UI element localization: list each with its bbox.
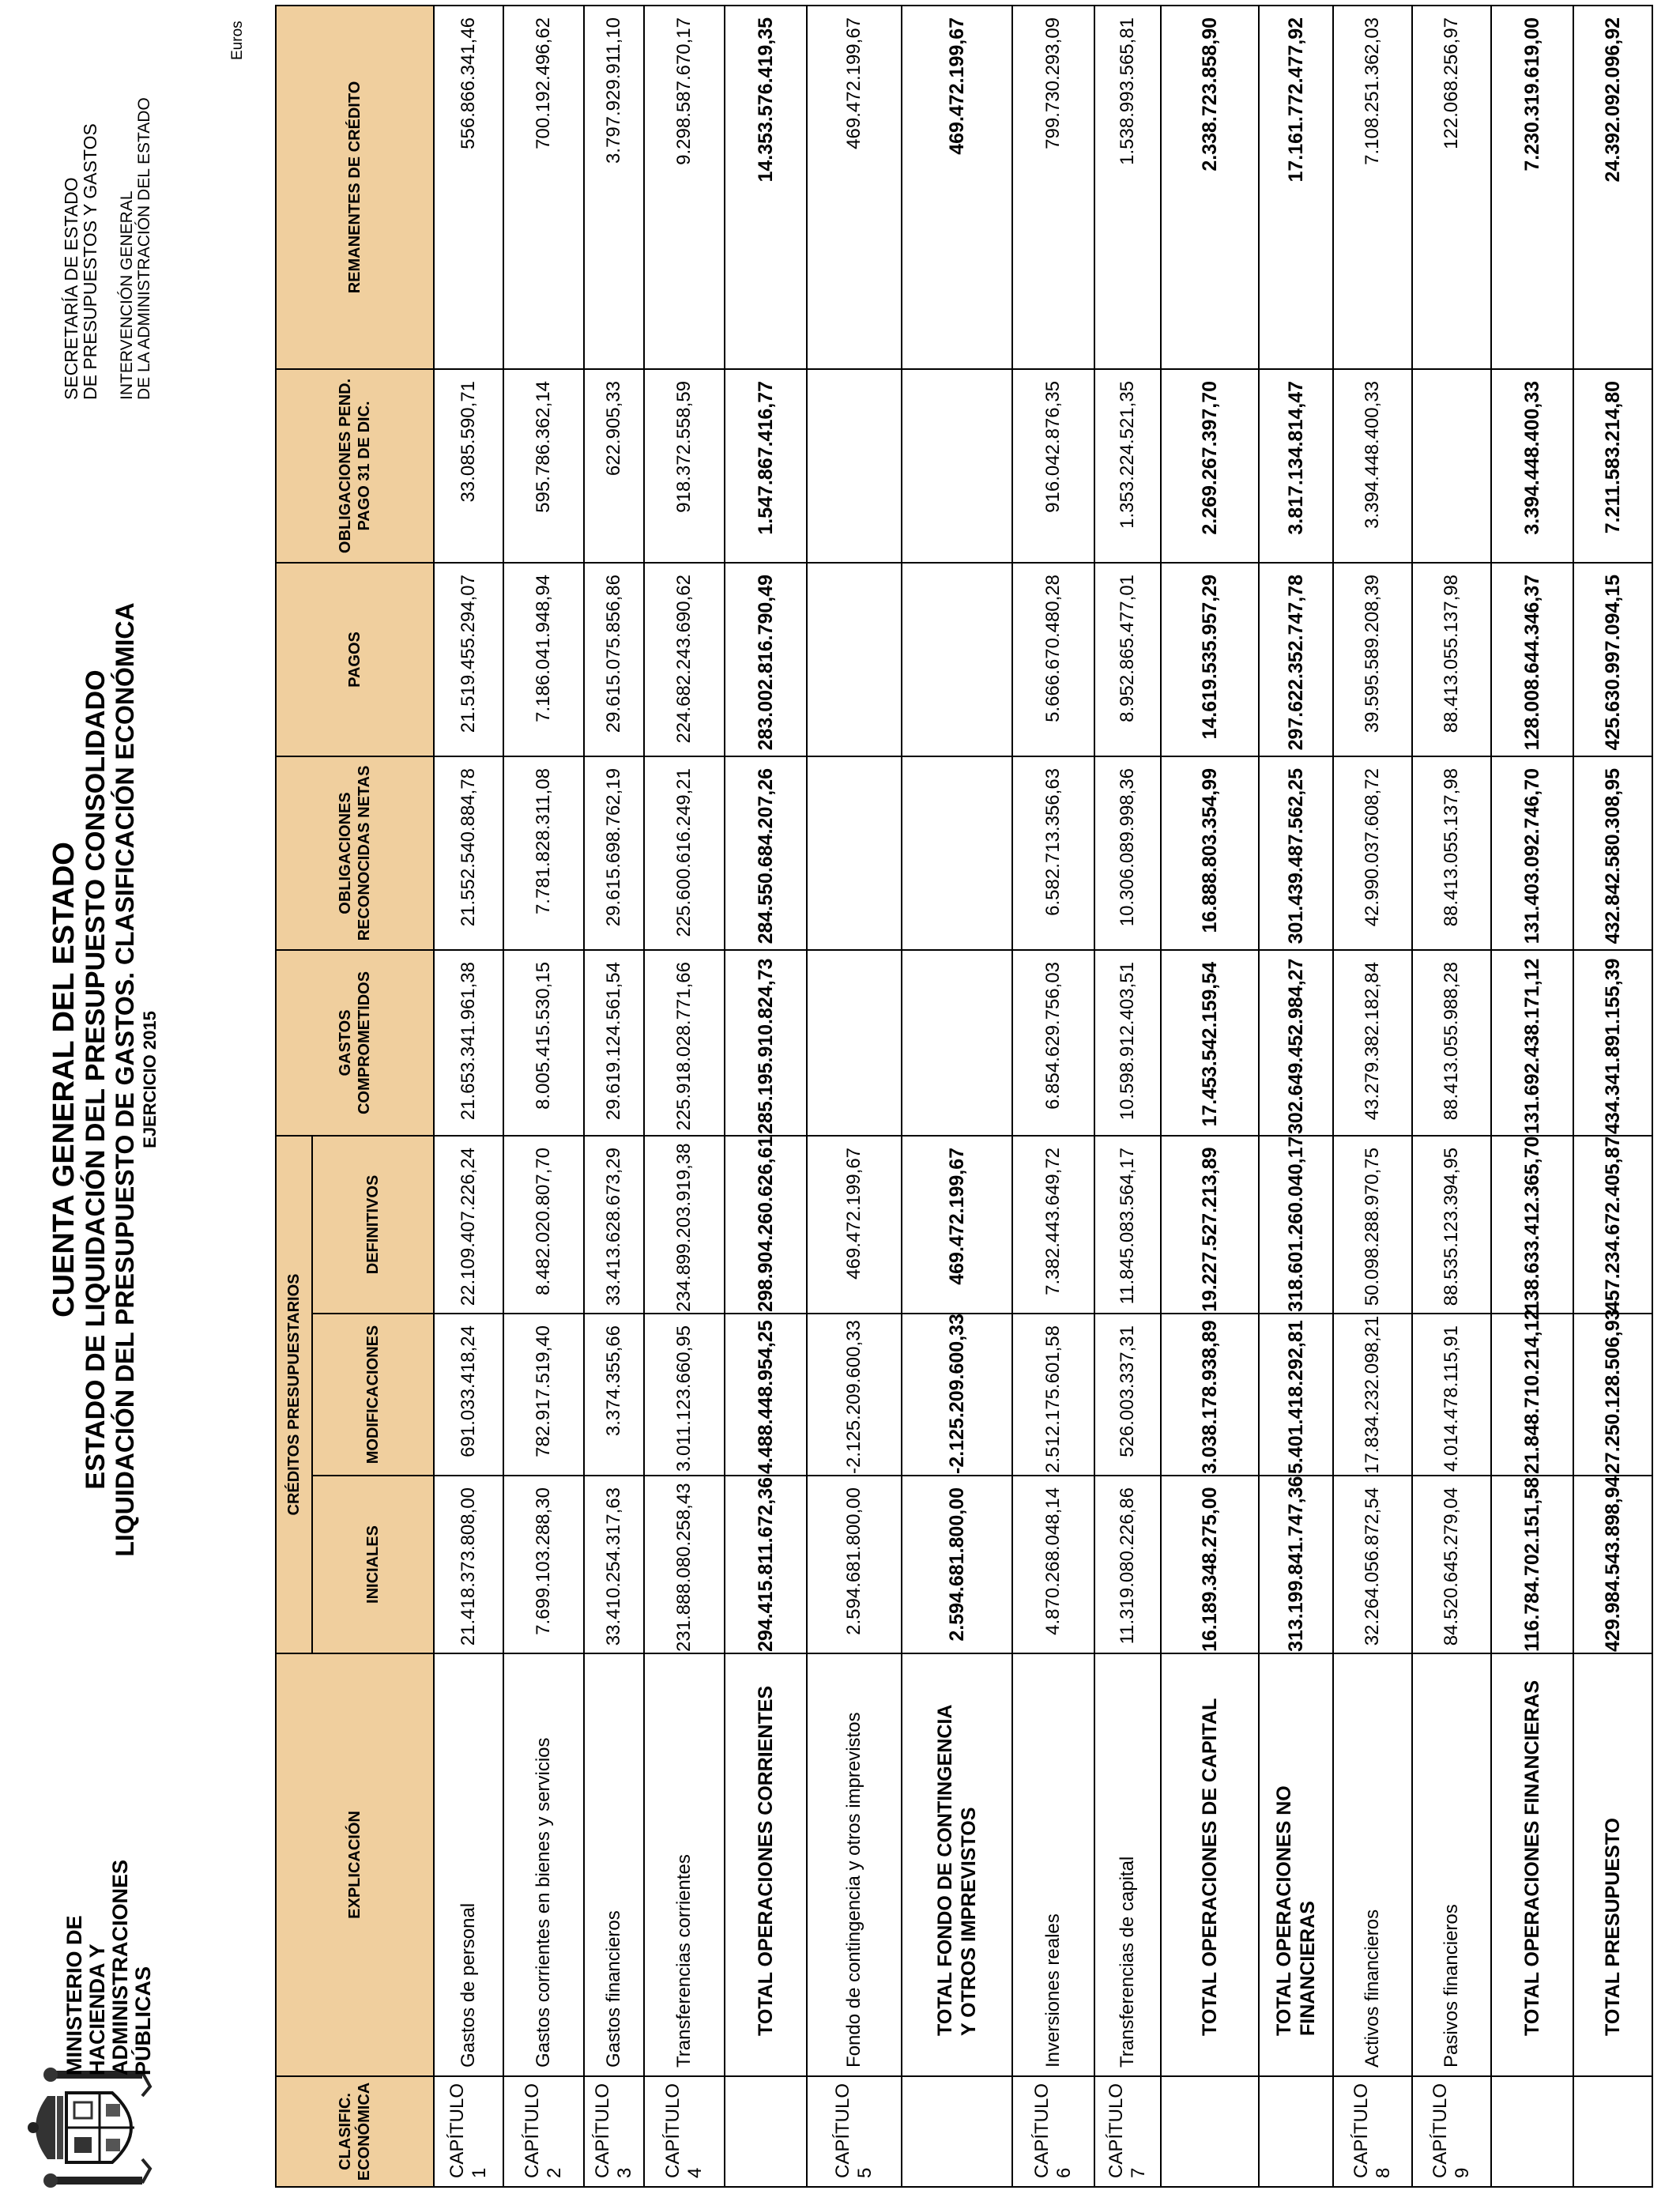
- cell-rem: 7.108.251.362,03: [1333, 6, 1412, 369]
- cell-mod: 691.033.418,24: [434, 1314, 503, 1476]
- cell-mod: 5.401.418.292,81: [1259, 1314, 1333, 1476]
- report-section-title: LIQUIDACIÓN DEL PRESUPUESTO DE GASTOS. CLASIFICACIÓN ECONÓMICA: [111, 602, 139, 1557]
- cell-mod: 17.834.232.098,21: [1333, 1314, 1412, 1476]
- cell-ini: 21.418.373.808,00: [434, 1476, 503, 1653]
- cell-gas: 8.005.415.530,15: [503, 950, 584, 1136]
- cell-obl: 432.842.580.308,95: [1573, 756, 1652, 950]
- cell-pag: 7.186.041.948,94: [503, 563, 584, 756]
- cell-obl: 6.582.713.356,63: [1012, 756, 1094, 950]
- table-row: [1012, 6, 1094, 2187]
- cell-obl: 7.781.828.311,08: [503, 756, 584, 950]
- cell-mod: 27.250.128.506,93: [1573, 1314, 1652, 1476]
- cell-pen: 7.211.583.214,80: [1573, 369, 1652, 563]
- budget-table: [275, 5, 1653, 2188]
- cell-code: CAPÍTULO 1: [434, 2076, 503, 2187]
- cell-rem: 17.161.772.477,92: [1259, 6, 1333, 369]
- table-row: [503, 6, 584, 2187]
- cell-rem: 7.230.319.619,00: [1491, 6, 1573, 369]
- cell-code: CAPÍTULO 5: [807, 2076, 902, 2187]
- cell-obl: [902, 756, 1012, 950]
- cell-code: CAPÍTULO 7: [1094, 2076, 1161, 2187]
- cell-obl: 21.552.540.884,78: [434, 756, 503, 950]
- cell-pen: 916.042.876,35: [1012, 369, 1094, 563]
- cell-ini: 11.319.080.226,86: [1094, 1476, 1161, 1653]
- cell-code: [902, 2076, 1012, 2187]
- cell-mod: 2.512.175.601,58: [1012, 1314, 1094, 1476]
- report-subtitle: ESTADO DE LIQUIDACIÓN DEL PRESUPUESTO CONSOLIDADO: [81, 669, 111, 1490]
- cell-pen: 33.085.590,71: [434, 369, 503, 563]
- ministry-line: ADMINISTRACIONES: [108, 1859, 132, 2075]
- cell-pen: 595.786.362,14: [503, 369, 584, 563]
- cell-gas: 17.453.542.159,54: [1161, 950, 1259, 1136]
- cell-pag: 8.952.865.477,01: [1094, 563, 1161, 756]
- cell-mod: -2.125.209.600,33: [807, 1314, 902, 1476]
- cell-ini: 429.984.543.898,94: [1573, 1476, 1652, 1653]
- col-modificaciones-header: MODIFICACIONES: [312, 1314, 434, 1476]
- table-row: [1094, 6, 1161, 2187]
- cell-ini: 313.199.841.747,36: [1259, 1476, 1333, 1653]
- cell-pen: [1412, 369, 1491, 563]
- total-row: [725, 6, 807, 2187]
- cell-pag: [902, 563, 1012, 756]
- cell-pen: 3.817.134.814,47: [1259, 369, 1333, 563]
- intervencion-line: INTERVENCIÓN GENERAL: [118, 190, 136, 400]
- cell-description: Gastos de personal: [434, 1653, 503, 2076]
- cell-description: Transferencias de capital: [1094, 1653, 1161, 2076]
- cell-def: 234.899.203.919,38: [644, 1136, 725, 1314]
- cell-rem: 799.730.293,09: [1012, 6, 1094, 369]
- col-definitivos-header: DEFINITIVOS: [312, 1136, 434, 1314]
- cell-code: [1491, 2076, 1573, 2187]
- total-row: [1573, 6, 1652, 2187]
- cell-pen: [902, 369, 1012, 563]
- cell-obl: 29.615.698.762,19: [584, 756, 644, 950]
- cell-pag: [807, 563, 902, 756]
- cell-gas: 10.598.912.403,51: [1094, 950, 1161, 1136]
- table-row: [807, 6, 902, 2187]
- cell-def: 469.472.199,67: [807, 1136, 902, 1314]
- cell-mod: 3.038.178.938,89: [1161, 1314, 1259, 1476]
- cell-description: TOTAL OPERACIONES NO FINANCIERAS: [1259, 1653, 1333, 2076]
- cell-pen: 2.269.267.397,70: [1161, 369, 1259, 563]
- cell-code: CAPÍTULO 3: [584, 2076, 644, 2187]
- cell-rem: 24.392.092.096,92: [1573, 6, 1652, 369]
- currency-unit: Euros: [229, 21, 246, 60]
- cell-rem: 469.472.199,67: [902, 6, 1012, 369]
- cell-description: TOTAL OPERACIONES CORRIENTES: [725, 1653, 807, 2076]
- cell-code: CAPÍTULO 2: [503, 2076, 584, 2187]
- cell-description: TOTAL OPERACIONES DE CAPITAL: [1161, 1653, 1259, 2076]
- cell-gas: 285.195.910.824,73: [725, 950, 807, 1136]
- cell-pag: 39.595.589.208,39: [1333, 563, 1412, 756]
- cell-pag: 425.630.997.094,15: [1573, 563, 1652, 756]
- cell-def: 8.482.020.807,70: [503, 1136, 584, 1314]
- cell-pen: [807, 369, 902, 563]
- cell-pen: 1.547.867.416,77: [725, 369, 807, 563]
- cell-obl: 10.306.089.998,36: [1094, 756, 1161, 950]
- cell-pen: 918.372.558,59: [644, 369, 725, 563]
- cell-obl: 225.600.616.249,21: [644, 756, 725, 950]
- cell-ini: 84.520.645.279,04: [1412, 1476, 1491, 1653]
- report-title-block: [47, 598, 161, 1562]
- cell-code: [725, 2076, 807, 2187]
- cell-code: CAPÍTULO 9: [1412, 2076, 1491, 2187]
- cell-code: CAPÍTULO 6: [1012, 2076, 1094, 2187]
- cell-gas: 21.653.341.961,38: [434, 950, 503, 1136]
- cell-obl: 88.413.055.137,98: [1412, 756, 1491, 950]
- cell-rem: 700.192.496,62: [503, 6, 584, 369]
- cell-code: CAPÍTULO 8: [1333, 2076, 1412, 2187]
- cell-def: 11.845.083.564,17: [1094, 1136, 1161, 1314]
- cell-pag: 88.413.055.137,98: [1412, 563, 1491, 756]
- cell-description: TOTAL PRESUPUESTO: [1573, 1653, 1652, 2076]
- cell-code: CAPÍTULO 4: [644, 2076, 725, 2187]
- cell-description: TOTAL FONDO DE CONTINGENCIA Y OTROS IMPREVISTOS: [902, 1653, 1012, 2076]
- cell-gas: [902, 950, 1012, 1136]
- cell-gas: [807, 950, 902, 1136]
- cell-mod: 21.848.710.214,12: [1491, 1314, 1573, 1476]
- intervencion-label: [119, 97, 153, 400]
- col-obligaciones-header: OBLIGACIONES RECONOCIDAS NETAS: [276, 756, 434, 950]
- cell-def: 318.601.260.040,17: [1259, 1136, 1333, 1314]
- cell-rem: 3.797.929.911,10: [584, 6, 644, 369]
- cell-ini: 4.870.268.048,14: [1012, 1476, 1094, 1653]
- cell-description: TOTAL OPERACIONES FINANCIERAS: [1491, 1653, 1573, 2076]
- cell-def: 22.109.407.226,24: [434, 1136, 503, 1314]
- cell-def: 469.472.199,67: [902, 1136, 1012, 1314]
- cell-ini: 2.594.681.800,00: [807, 1476, 902, 1653]
- col-creditos-header: CRÉDITOS PRESUPUESTARIOS: [276, 1136, 312, 1653]
- cell-mod: 3.011.123.660,95: [644, 1314, 725, 1476]
- cell-mod: 3.374.355,66: [584, 1314, 644, 1476]
- cell-obl: 16.888.803.354,99: [1161, 756, 1259, 950]
- cell-gas: 6.854.629.756,03: [1012, 950, 1094, 1136]
- cell-description: Fondo de contingencia y otros imprevistos: [807, 1653, 902, 2076]
- cell-mod: -2.125.209.600,33: [902, 1314, 1012, 1476]
- cell-gas: 434.341.891.155,39: [1573, 950, 1652, 1136]
- cell-rem: 469.472.199,67: [807, 6, 902, 369]
- total-row: [1161, 6, 1259, 2187]
- cell-pag: 5.666.670.480,28: [1012, 563, 1094, 756]
- cell-gas: 29.619.124.561,54: [584, 950, 644, 1136]
- col-iniciales-header: INICIALES: [312, 1476, 434, 1653]
- cell-mod: 4.014.478.115,91: [1412, 1314, 1491, 1476]
- cell-obl: 42.990.037.608,72: [1333, 756, 1412, 950]
- cell-def: 50.098.288.970,75: [1333, 1136, 1412, 1314]
- secretaria-line: SECRETARÍA DE ESTADO: [61, 177, 81, 400]
- secretaria-line: DE PRESUPUESTOS Y GASTOS: [80, 123, 100, 400]
- cell-description: Pasivos financieros: [1412, 1653, 1491, 2076]
- cell-obl: 131.403.092.746,70: [1491, 756, 1573, 950]
- total-row: [1491, 6, 1573, 2187]
- col-gastos-header: GASTOS COMPROMETIDOS: [276, 950, 434, 1136]
- cell-description: Transferencias corrientes: [644, 1653, 725, 2076]
- cell-def: 19.227.527.213,89: [1161, 1136, 1259, 1314]
- cell-pen: 3.394.448.400,33: [1333, 369, 1412, 563]
- ministry-line: PÚBLICAS: [131, 1966, 155, 2075]
- cell-def: 33.413.628.673,29: [584, 1136, 644, 1314]
- table-row: [1333, 6, 1412, 2187]
- cell-code: [1161, 2076, 1259, 2187]
- total-row: [902, 6, 1012, 2187]
- table-row: [434, 6, 503, 2187]
- cell-def: 88.535.123.394,95: [1412, 1136, 1491, 1314]
- cell-code: [1259, 2076, 1333, 2187]
- fiscal-year: EJERCICIO 2015: [140, 1011, 160, 1148]
- cell-mod: 4.488.448.954,25: [725, 1314, 807, 1476]
- col-pendientes-header: OBLIGACIONES PEND. PAGO 31 DE DIC.: [276, 369, 434, 563]
- ministry-line: MINISTERIO DE: [62, 1915, 86, 2075]
- cell-pen: 3.394.448.400,33: [1491, 369, 1573, 563]
- cell-gas: 131.692.438.171,12: [1491, 950, 1573, 1136]
- cell-ini: 294.415.811.672,36: [725, 1476, 807, 1653]
- ministry-name: [63, 1860, 155, 2075]
- col-remanentes-header: REMANENTES DE CRÉDITO: [276, 6, 434, 369]
- cell-pag: 297.622.352.747,78: [1259, 563, 1333, 756]
- cell-obl: [807, 756, 902, 950]
- table-row: [584, 6, 644, 2187]
- cell-pag: 283.002.816.790,49: [725, 563, 807, 756]
- cell-pag: 14.619.535.957,29: [1161, 563, 1259, 756]
- coat-of-arms-icon: [24, 2064, 158, 2191]
- col-pagos-header: PAGOS: [276, 563, 434, 756]
- cell-code: [1573, 2076, 1652, 2187]
- cell-pen: 622.905,33: [584, 369, 644, 563]
- cell-description: Inversiones reales: [1012, 1653, 1094, 2076]
- cell-pag: 128.008.644.346,37: [1491, 563, 1573, 756]
- col-explicacion-header: EXPLICACIÓN: [276, 1653, 434, 2076]
- cell-ini: 231.888.080.258,43: [644, 1476, 725, 1653]
- cell-pen: 1.353.224.521,35: [1094, 369, 1161, 563]
- cell-rem: 1.538.993.565,81: [1094, 6, 1161, 369]
- cell-def: 457.234.672.405,87: [1573, 1136, 1652, 1314]
- cell-ini: 32.264.056.872,54: [1333, 1476, 1412, 1653]
- cell-pag: 21.519.455.294,07: [434, 563, 503, 756]
- cell-gas: 88.413.055.988,28: [1412, 950, 1491, 1136]
- intervencion-line: DE LA ADMINISTRACIÓN DEL ESTADO: [135, 97, 153, 400]
- cell-obl: 301.439.487.562,25: [1259, 756, 1333, 950]
- cell-mod: 526.003.337,31: [1094, 1314, 1161, 1476]
- cell-def: 298.904.260.626,61: [725, 1136, 807, 1314]
- cell-mod: 782.917.519,40: [503, 1314, 584, 1476]
- secretaria-label: [62, 123, 100, 400]
- cell-obl: 284.550.684.207,26: [725, 756, 807, 950]
- cell-gas: 225.918.028.771,66: [644, 950, 725, 1136]
- cell-pag: 29.615.075.856,86: [584, 563, 644, 756]
- cell-gas: 43.279.382.182,84: [1333, 950, 1412, 1136]
- report-title: CUENTA GENERAL DEL ESTADO: [47, 842, 81, 1318]
- cell-rem: 9.298.587.670,17: [644, 6, 725, 369]
- cell-description: Gastos corrientes en bienes y servicios: [503, 1653, 584, 2076]
- table-row: [1412, 6, 1491, 2187]
- cell-rem: 122.068.256,97: [1412, 6, 1491, 369]
- table-body: [434, 6, 1652, 2187]
- cell-ini: 116.784.702.151,58: [1491, 1476, 1573, 1653]
- col-clasif-header: CLASIFIC. ECONÓMICA: [276, 2076, 434, 2187]
- cell-description: Gastos financieros: [584, 1653, 644, 2076]
- cell-rem: 14.353.576.419,35: [725, 6, 807, 369]
- cell-gas: 302.649.452.984,27: [1259, 950, 1333, 1136]
- cell-ini: 16.189.348.275,00: [1161, 1476, 1259, 1653]
- cell-ini: 7.699.103.288,30: [503, 1476, 584, 1653]
- cell-def: 138.633.412.365,70: [1491, 1136, 1573, 1314]
- cell-def: 7.382.443.649,72: [1012, 1136, 1094, 1314]
- cell-description: Activos financieros: [1333, 1653, 1412, 2076]
- cell-rem: 2.338.723.858,90: [1161, 6, 1259, 369]
- cell-ini: 33.410.254.317,63: [584, 1476, 644, 1653]
- ministry-line: HACIENDA Y: [85, 1943, 109, 2075]
- cell-pag: 224.682.243.690,62: [644, 563, 725, 756]
- cell-rem: 556.866.341,46: [434, 6, 503, 369]
- table-row: [644, 6, 725, 2187]
- cell-ini: 2.594.681.800,00: [902, 1476, 1012, 1653]
- total-row: [1259, 6, 1333, 2187]
